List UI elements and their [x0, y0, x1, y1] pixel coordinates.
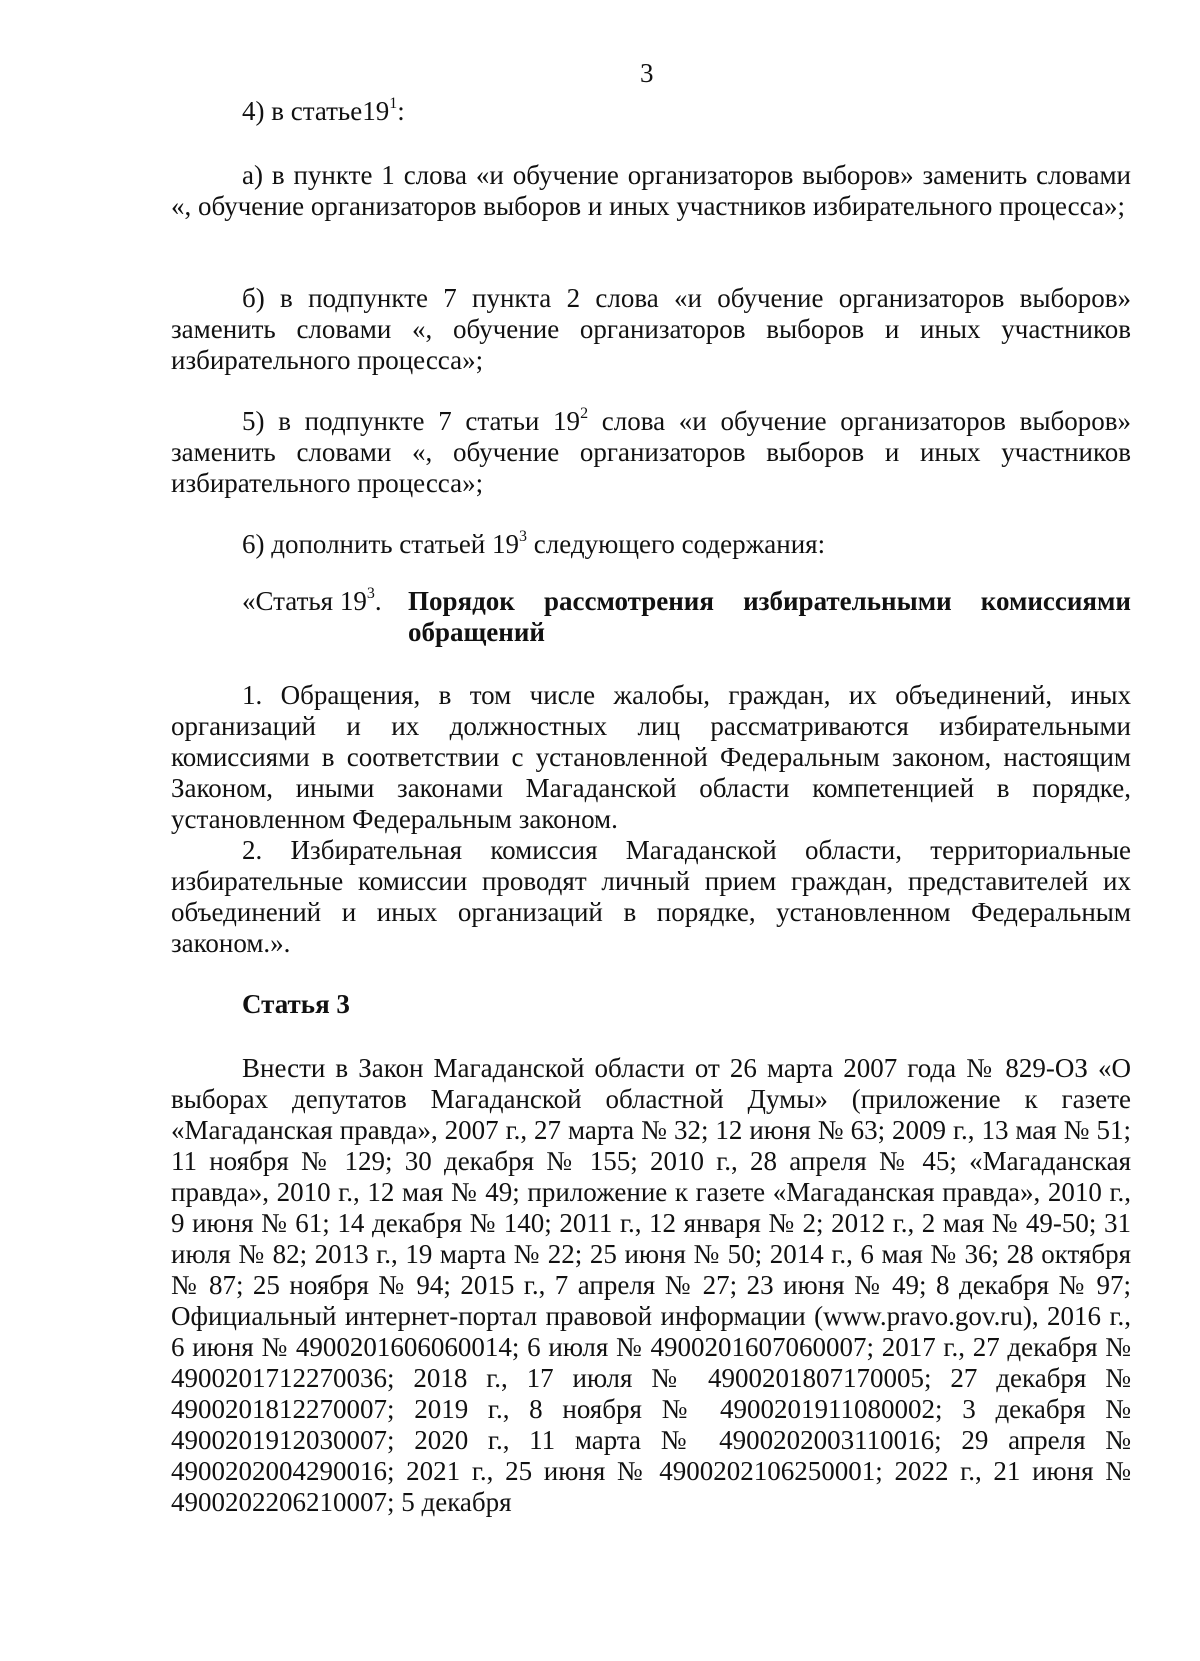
- article-19-3-label: «Статья $19^3$.: [242, 585, 382, 616]
- item-4a: а) в пункте 1 слова «и обучение организаторов выборов» заменить словами «, обучение организаторов выборов и иных участников избирательного процесса»;: [171, 160, 1131, 221]
- item-4b: б) в подпункте 7 пункта 2 слова «и обучение организаторов выборов» заменить словами «, обучение организаторов выборов и иных участников избирательного процесса»;: [171, 283, 1131, 375]
- item-4: 4) в $статье19^1$:: [242, 95, 405, 126]
- article-3-heading: Статья 3: [242, 989, 350, 1019]
- page-number: 3: [640, 58, 654, 88]
- item-6: 6) дополнить статьей $19^3$ следующего содержания:: [242, 528, 826, 559]
- item-5: 5) в подпункте 7 статьи $19^2$ слова «и обучение организаторов выборов» заменить словами «, обучение организаторов выборов и иных участников избирательного процесса»;: [171, 405, 1131, 498]
- article-19-3-paragraph-1: 1. Обращения, в том числе жалобы, граждан, их объединений, иных организаций и их должностных лиц рассматриваются избирательными комиссиями в соответствии с установленной Федеральным законом, настоящим Законом, иными законами Магаданской области компетенцией в порядке, установленном Федеральным законом.: [171, 680, 1131, 834]
- article-19-3-paragraph-2: 2. Избирательная комиссия Магаданской области, территориальные избирательные комиссии проводят личный прием граждан, представителей их объединений и иных организаций в порядке, установленном Федеральным законом.».: [171, 835, 1131, 958]
- article-3-body: Внести в Закон Магаданской области от 26 марта 2007 года № 829-ОЗ «О выборах депутатов Магаданской областной Думы» (приложение к газете «Магаданская правда», 2007 г., 27 марта № 32; 12 июня № 63; 2009 г., 13 мая № 51; 11 ноября № 129; 30 декабря № 155; 2010 г., 28 апреля № 45; «Магаданская правда», 2010 г., 12 мая № 49; приложение к газете «Магаданская правда», 2010 г., 9 июня № 61; 14 декабря № 140; 2011 г., 12 января № 2; 2012 г., 2 мая № 49-50; 31 июля № 82; 2013 г., 19 марта № 22; 25 июня № 50; 2014 г., 6 мая № 36; 28 октября № 87; 25 ноября № 94; 2015 г., 7 апреля № 27; 23 июня № 49; 8 декабря № 97; Официальный интернет-портал правовой информации (www.pravo.gov.ru), 2016 г., 6 июня № 4900201606060014; 6 июля № 4900201607060007; 2017 г., 27 декабря № 4900201712270036; 2018 г., 17 июля № 4900201807170005; 27 декабря № 4900201812270007; 2019 г., 8 ноября № 4900201911080002; 3 декабря № 4900201912030007; 2020 г., 11 марта № 4900202003110016; 29 апреля № 4900202004290016; 2021 г., 25 июня № 4900202106250001; 2022 г., 21 июня № 4900202206210007; 5 декабря: [171, 1053, 1131, 1517]
- article-19-3-title: Порядок рассмотрения избирательными комиссиями обращений: [408, 586, 1131, 647]
